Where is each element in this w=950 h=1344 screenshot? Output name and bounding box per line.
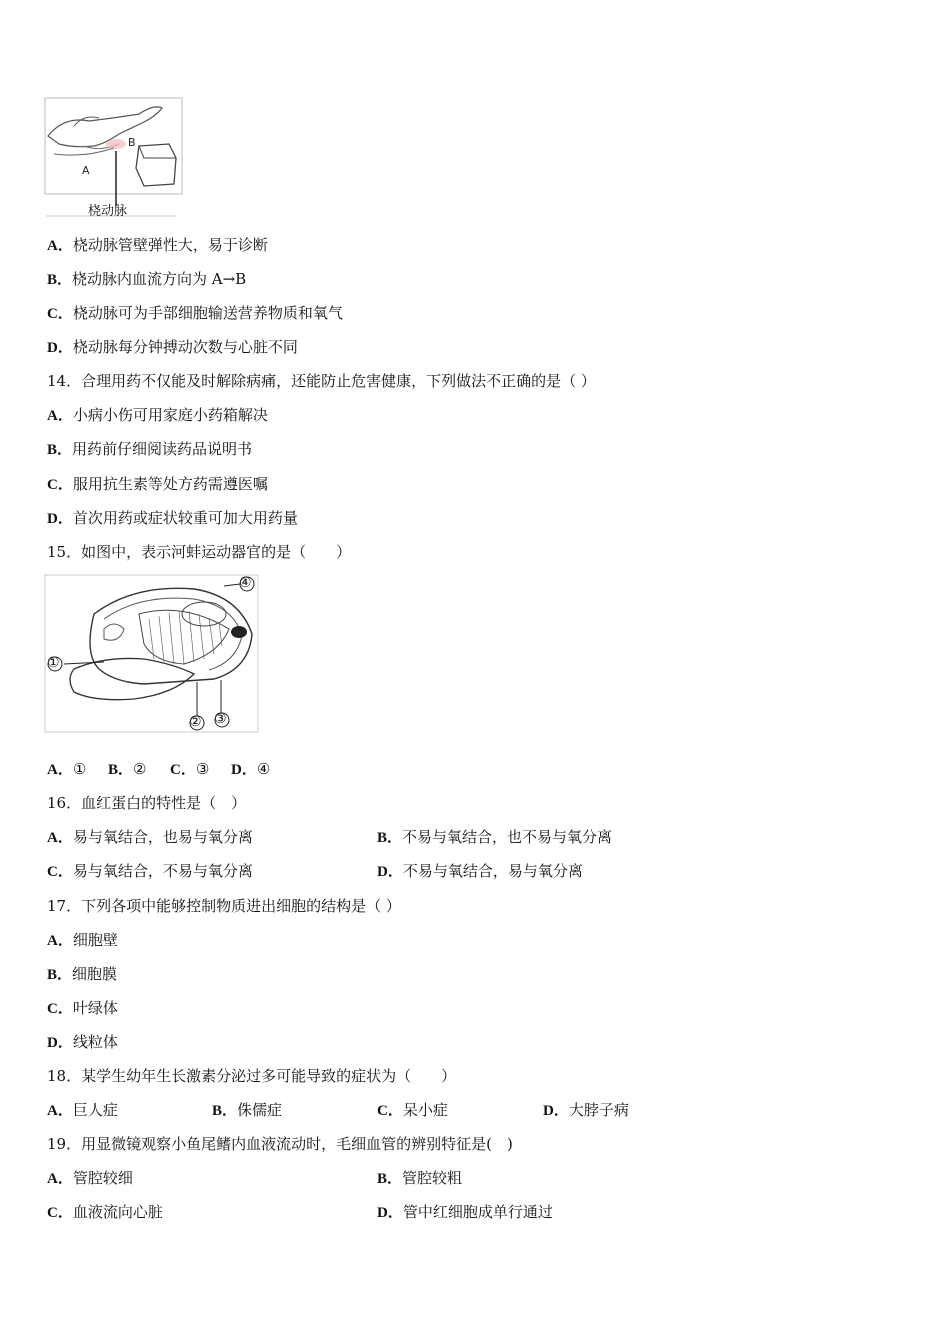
q14-option-d: D．首次用药或症状较重可加大用药量	[47, 509, 298, 527]
q19-option-d: D．管中红细胞成单行通过	[377, 1203, 553, 1221]
q14-option-a: A．小病小伤可用家庭小药箱解决	[47, 406, 268, 424]
q15-option-a: A．①	[47, 760, 87, 778]
q16-stem: 16．血红蛋白的特性是（ ）	[47, 794, 247, 812]
q16-options-row-1	[0, 827, 950, 847]
q13-option-c: C．桡动脉可为手部细胞输送营养物质和氧气	[47, 304, 343, 322]
figure-caption: 桡动脉	[88, 204, 128, 219]
q18-option-d: D．大脖子病	[543, 1101, 629, 1119]
mussel-drawing	[44, 574, 260, 736]
q17-option-c: C．叶绿体	[47, 999, 118, 1017]
q17-option-a: A．细胞壁	[47, 931, 118, 949]
figure-label-a: A	[82, 164, 90, 177]
mussel-label-2: ②	[189, 714, 202, 730]
mussel-label-4: ④	[239, 575, 252, 591]
q17-option-d: D．线粒体	[47, 1033, 118, 1051]
q14-option-b: B．用药前仔细阅读药品说明书	[47, 440, 253, 458]
q19-option-c: C．血液流向心脏	[47, 1203, 163, 1221]
q13-option-d: D．桡动脉每分钟搏动次数与心脏不同	[47, 338, 298, 356]
q15-stem: 15．如图中，表示河蚌运动器官的是（ ）	[47, 543, 352, 561]
q19-option-a: A．管腔较细	[47, 1169, 133, 1187]
q15-options	[0, 759, 950, 779]
q18-options	[0, 1100, 950, 1120]
mussel-figure	[44, 574, 260, 736]
q17-option-b: B．细胞膜	[47, 965, 118, 983]
q13-option-a: A．桡动脉管壁弹性大，易于诊断	[47, 236, 268, 254]
q16-options-row-2	[0, 861, 950, 881]
q18-option-b: B．侏儒症	[212, 1101, 283, 1119]
q17-stem: 17．下列各项中能够控制物质进出细胞的结构是（ ）	[47, 897, 401, 915]
mussel-label-1: ①	[47, 655, 60, 671]
q13-option-b: B．桡动脉内血流方向为 A→B	[47, 270, 247, 288]
q19-option-b: B．管腔较粗	[377, 1169, 463, 1187]
q19-options-row-1	[0, 1168, 950, 1188]
q15-option-b: B．②	[108, 760, 147, 778]
q16-option-a: A．易与氧结合，也易与氧分离	[47, 828, 253, 846]
radial-artery-figure	[44, 96, 184, 220]
q18-option-a: A．巨人症	[47, 1101, 118, 1119]
q14-option-c: C．服用抗生素等处方药需遵医嘱	[47, 475, 268, 493]
q14-stem: 14．合理用药不仅能及时解除病痛，还能防止危害健康，下列做法不正确的是（ ）	[47, 372, 596, 390]
q16-option-c: C．易与氧结合，不易与氧分离	[47, 862, 253, 880]
mussel-label-3: ③	[214, 711, 227, 727]
q19-options-row-2	[0, 1202, 950, 1222]
q18-option-c: C．呆小症	[377, 1101, 448, 1119]
figure-label-b: B	[128, 136, 136, 149]
q18-stem: 18．某学生幼年生长激素分泌过多可能导致的症状为（ ）	[47, 1067, 457, 1085]
q19-stem: 19．用显微镜观察小鱼尾鳍内血液流动时，毛细血管的辨别特征是( )	[47, 1135, 513, 1153]
q16-option-d: D．不易与氧结合，易与氧分离	[377, 862, 583, 880]
q16-option-b: B．不易与氧结合，也不易与氧分离	[377, 828, 613, 846]
q15-option-c: C．③	[170, 760, 210, 778]
q15-option-d: D．④	[231, 760, 271, 778]
